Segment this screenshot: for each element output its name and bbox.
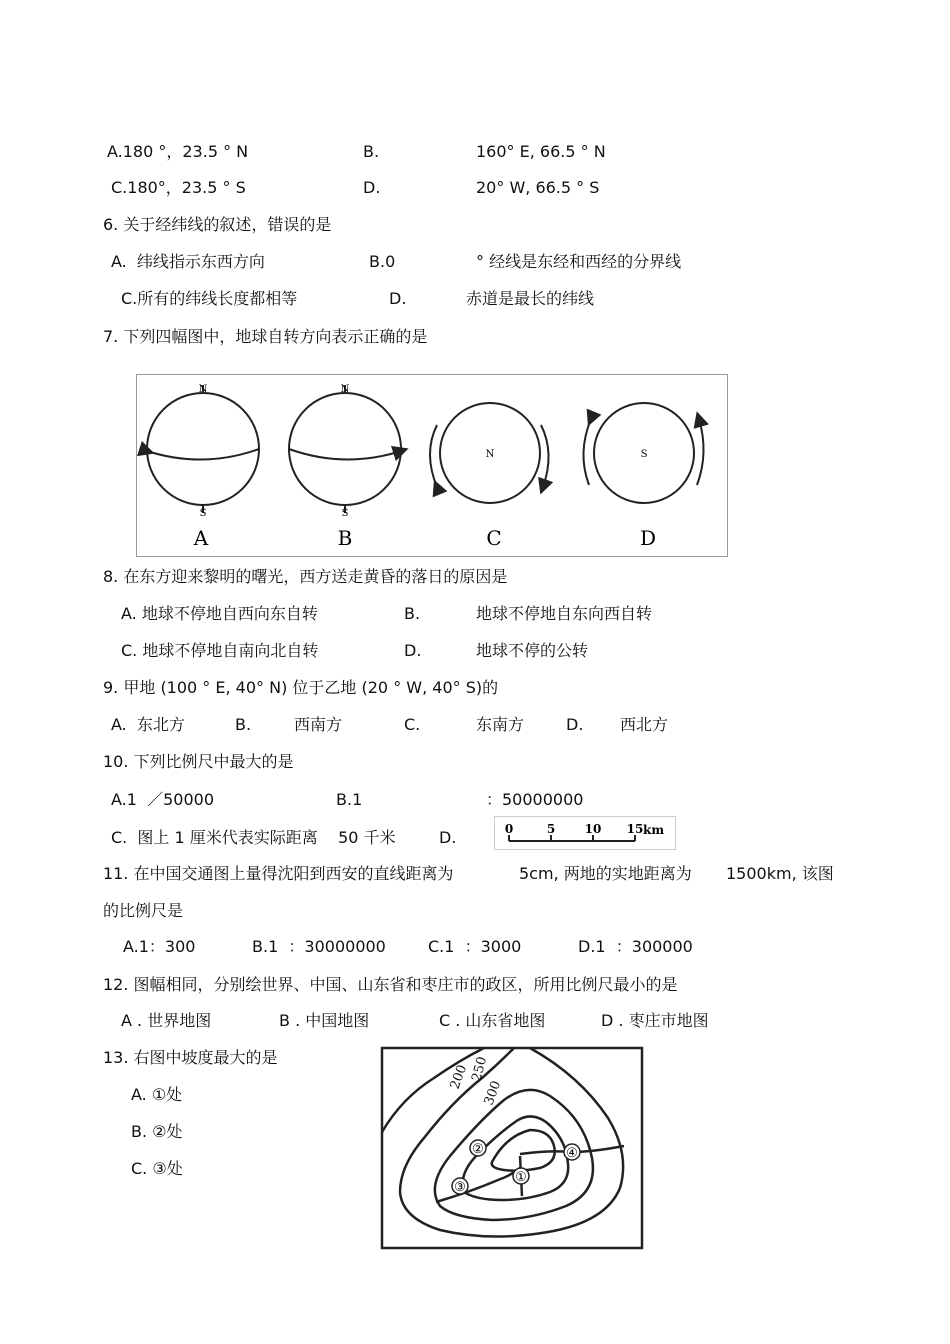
q5-option-a: A.180 °，23.5 ° N xyxy=(107,142,249,161)
q12-option-d: D . 枣庄市地图 xyxy=(601,1011,709,1030)
q8-option-a: A. 地球不停地自西向东自转 xyxy=(121,604,318,623)
diagram-c-n-label: N xyxy=(485,449,495,460)
diagram-a-label: A xyxy=(193,526,209,550)
q6-option-d: 赤道是最长的纬线 xyxy=(466,289,595,308)
q5-option-b: 160° E, 66.5 ° N xyxy=(476,142,606,161)
q9-option-d-label: D. xyxy=(566,715,584,734)
q12-option-c: C . 山东省地图 xyxy=(439,1011,546,1030)
diagram-a-s-label: S xyxy=(199,508,207,519)
q11-stem-2: 5cm, 两地的实地距离为 xyxy=(519,864,692,883)
q9-option-d: 西北方 xyxy=(620,715,669,734)
scale-tick-label: 5 xyxy=(546,822,556,836)
q6-option-b-label: B.0 xyxy=(369,252,396,271)
q11-option-c: C.1 ：3000 xyxy=(428,937,522,956)
q11-stem-3: 1500km, 该图 xyxy=(726,864,834,883)
q10-option-b-label: B.1 xyxy=(336,790,363,809)
diagram-c-label: C xyxy=(486,526,502,550)
q10-option-a: A.1 ／50000 xyxy=(111,790,215,809)
q10-option-d-label: D. xyxy=(439,828,457,847)
q11-stem-1: 11. 在中国交通图上量得沈阳到西安的直线距离为 xyxy=(103,864,454,883)
diagram-b xyxy=(289,385,401,513)
q8-stem: 8. 在东方迎来黎明的曙光，西方送走黄昏的落日的原因是 xyxy=(103,567,508,586)
scale-bar xyxy=(494,816,676,850)
scale-tick-label: 0 xyxy=(504,822,514,836)
q6-option-c: C.所有的纬线长度都相等 xyxy=(121,289,298,308)
q13-option-a: A. ①处 xyxy=(131,1085,183,1104)
diagram-b-s-label: S xyxy=(341,508,349,519)
q12-stem: 12. 图幅相同，分别绘世界、中国、山东省和枣庄市的政区，所用比例尺最小的是 xyxy=(103,975,678,994)
q12-option-b: B . 中国地图 xyxy=(279,1011,370,1030)
point-1-label: ① xyxy=(515,1170,527,1185)
q10-option-c: C. 图上 1 厘米代表实际距离 50 千米 xyxy=(111,828,396,847)
q9-option-b: 西南方 xyxy=(294,715,343,734)
q13-option-b: B. ②处 xyxy=(131,1122,183,1141)
q8-option-d: 地球不停的公转 xyxy=(476,641,589,660)
scale-unit: km xyxy=(643,823,665,837)
q13-option-c: C. ③处 xyxy=(131,1159,183,1178)
diagram-b-label: B xyxy=(337,526,353,550)
q8-option-b: 地球不停地自东向西自转 xyxy=(476,604,653,623)
q12-option-a: A . 世界地图 xyxy=(121,1011,212,1030)
contour-map xyxy=(380,1046,644,1250)
point-3-label: ③ xyxy=(454,1180,466,1195)
earth-rotation-figure xyxy=(136,374,728,557)
diagram-b-n-label: N xyxy=(340,384,350,395)
q8-option-d-label: D. xyxy=(404,641,422,660)
q8-option-b-label: B. xyxy=(404,604,421,623)
diagram-a-n-label: N xyxy=(198,384,208,395)
q5-option-c: C.180°，23.5 ° S xyxy=(111,178,246,197)
contour-label-200: 200 xyxy=(447,1062,471,1092)
q11-option-b: B.1 ：30000000 xyxy=(252,937,386,956)
diagram-d-label: D xyxy=(639,526,657,550)
diagram-d-s-label: S xyxy=(640,449,648,460)
diagram-a xyxy=(147,385,259,513)
point-2-label: ② xyxy=(472,1142,484,1157)
q5-option-b-label: B. xyxy=(363,142,380,161)
scale-tick-label: 10 xyxy=(584,822,602,836)
q8-option-c: C. 地球不停地自南向北自转 xyxy=(121,641,319,660)
q9-option-c: 东南方 xyxy=(476,715,525,734)
q11-option-a: A.1：300 xyxy=(123,937,196,956)
q7-stem: 7. 下列四幅图中，地球自转方向表示正确的是 xyxy=(103,327,428,346)
q9-option-c-label: C. xyxy=(404,715,421,734)
q5-option-d: 20° W, 66.5 ° S xyxy=(476,178,600,197)
contour-label-250: 250 xyxy=(469,1055,491,1084)
q9-stem: 9. 甲地 (100 ° E, 40° N) 位于乙地 (20 ° W, 40° S)的 xyxy=(103,678,499,697)
q6-option-a: A. 纬线指示东西方向 xyxy=(111,252,265,271)
q5-option-d-label: D. xyxy=(363,178,381,197)
q9-option-a: A. 东北方 xyxy=(111,715,185,734)
q10-option-b: ：50000000 xyxy=(486,790,584,809)
q9-option-b-label: B. xyxy=(235,715,252,734)
contour-label-300: 300 xyxy=(481,1078,505,1108)
point-4-label: ④ xyxy=(566,1146,578,1161)
scale-tick-label: 15 xyxy=(626,822,644,836)
q13-stem: 13. 右图中坡度最大的是 xyxy=(103,1048,278,1067)
q6-stem: 6. 关于经纬线的叙述，错误的是 xyxy=(103,215,332,234)
q10-stem: 10. 下列比例尺中最大的是 xyxy=(103,752,294,771)
q6-option-d-label: D. xyxy=(389,289,407,308)
q11-stem-4: 的比例尺是 xyxy=(103,901,184,920)
q11-option-d: D.1 ：300000 xyxy=(578,937,693,956)
q6-option-b: ° 经线是东经和西经的分界线 xyxy=(476,252,682,271)
